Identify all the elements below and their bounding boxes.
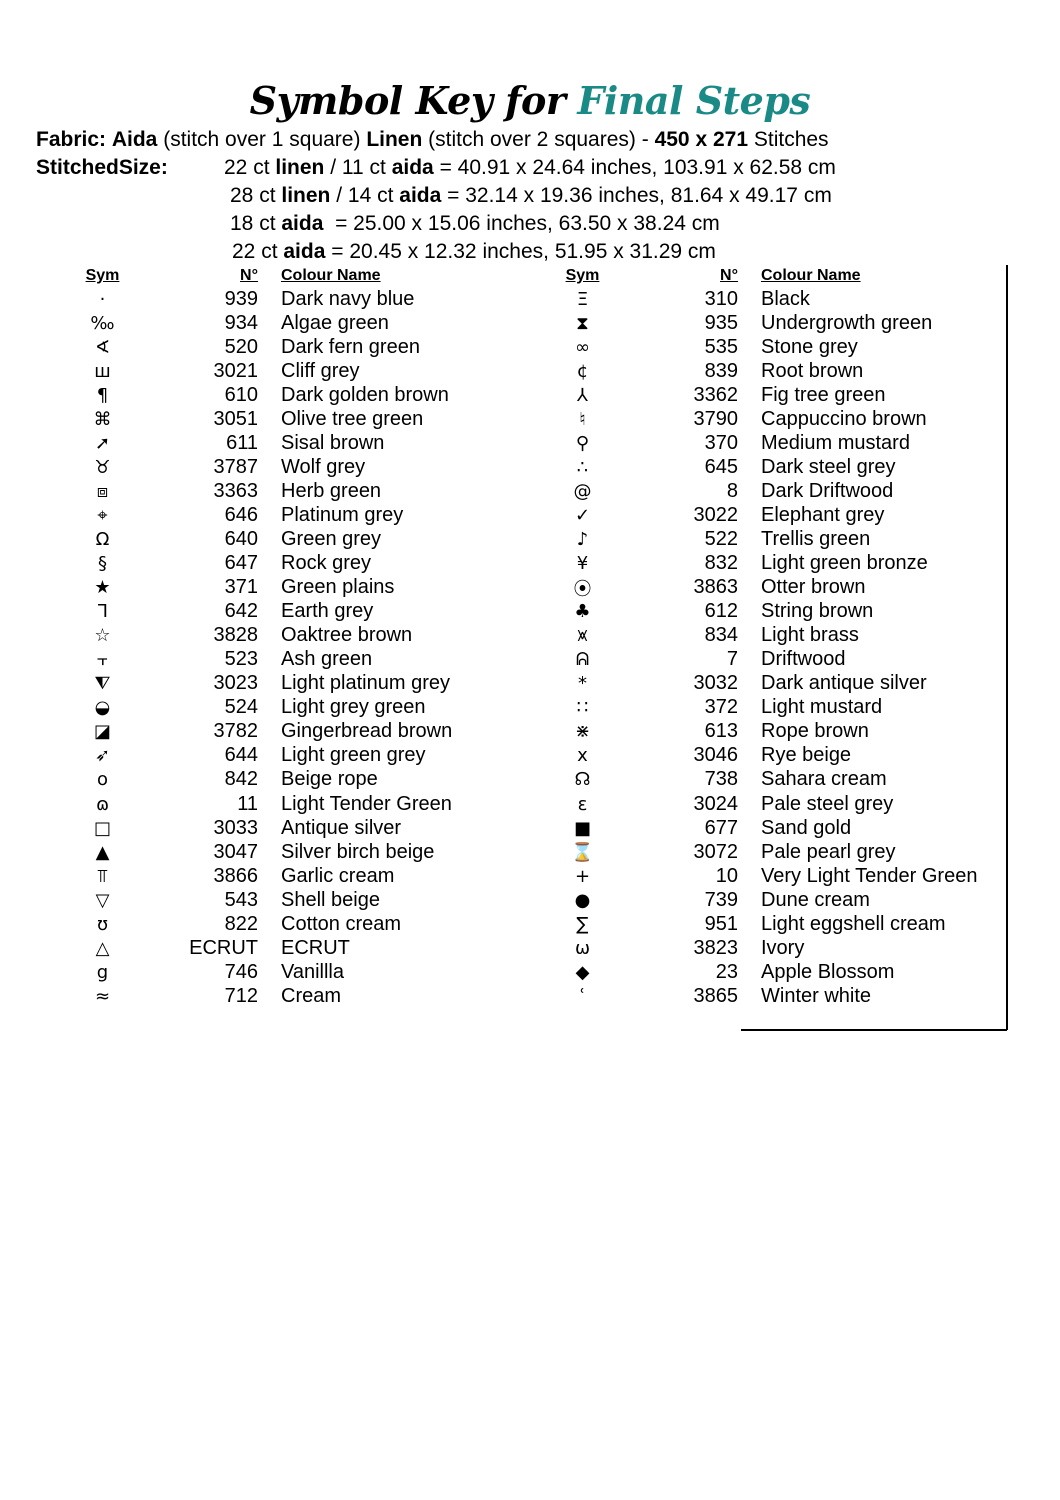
key-row [40,696,452,720]
symbol: ⫟ [97,649,108,671]
colour-name: Green plains [281,576,395,599]
symbol: ▲ [95,841,110,863]
dmc-number: 3787 [213,455,258,478]
key-row [40,768,452,792]
dmc-number: 535 [704,335,738,358]
key-row [40,359,452,383]
colour-name: Medium mustard [761,431,910,454]
title-prefix: Symbol Key for [249,78,566,123]
symbol: ⋇ [574,721,591,743]
colour-name: Pale steel grey [761,792,894,815]
key-row [520,431,977,455]
colour-name: Otter brown [761,576,866,599]
symbol: △ [95,937,110,959]
dmc-number: 370 [704,431,738,454]
symbol: + [574,865,591,887]
colour-name: Light Tender Green [281,792,452,815]
key-row [40,479,452,503]
key-row [520,311,977,335]
key-row [520,864,977,888]
symbol: ‰ [90,312,115,334]
dmc-number: 3362 [693,383,738,406]
colour-name: Silver birch beige [281,840,435,863]
key-row [40,936,452,960]
key-row [40,912,452,936]
dmc-number: 642 [224,600,258,623]
colour-name: Green grey [281,527,382,550]
key-row [40,672,452,696]
colour-name: Winter white [761,984,872,1007]
colour-name: Rye beige [761,744,852,767]
key-row [520,335,977,359]
colour-name: Cream [281,984,342,1007]
colour-name: Herb green [281,479,382,502]
size-fabric: linen [281,184,331,207]
colour-name: Wolf grey [281,455,366,478]
size-text: 28 ct [230,184,282,207]
symbol: ♉ [94,456,111,478]
dmc-number: 23 [715,960,738,983]
size-line-2 [36,182,836,210]
dmc-number: 3051 [213,407,258,430]
colour-name: Light green grey [281,744,426,767]
dmc-number: 3032 [693,672,738,695]
key-header [520,265,977,287]
dmc-number: 822 [224,912,258,935]
key-row [520,287,977,311]
dmc-number: 832 [704,552,738,575]
dmc-number: 7 [726,648,738,671]
dmc-number: 677 [704,816,738,839]
title-pattern-name: Final Steps [577,78,811,123]
key-row [520,600,977,624]
colour-name: Dark Driftwood [761,479,894,502]
dmc-number: 738 [704,768,738,791]
header-colour-name: Colour Name [761,267,861,284]
fabric-info [36,126,836,266]
size-dimensions: = 32.14 x 19.36 inches, 81.64 x 49.17 cm [441,184,832,207]
dmc-number: 934 [224,311,258,334]
size-fabric: aida [283,240,326,263]
key-row [520,792,977,816]
header-num: N° [240,267,258,284]
dmc-number: 612 [704,600,738,623]
colour-name: Garlic cream [281,864,395,887]
dmc-number: 3021 [213,359,258,382]
symbol: ∑ [576,913,589,935]
symbol: ɛ [577,793,588,815]
key-row [40,576,452,600]
size-text: 22 ct [224,156,276,179]
colour-name: Dark navy blue [281,287,415,310]
symbol: ¥ [576,553,589,575]
header-sym: Sym [85,267,120,284]
dmc-number: 935 [704,311,738,334]
key-row [40,455,452,479]
key-row [520,744,977,768]
colour-name: Sahara cream [761,768,887,791]
symbol: ᒣ [97,601,108,623]
symbol: ɷ [95,793,110,815]
symbol: ⌛ [571,841,594,863]
symbol: ⚲ [575,432,590,454]
dmc-number: 839 [704,359,738,382]
dmc-number: 645 [704,455,738,478]
dmc-number: 522 [704,527,738,550]
symbol: ¶ [96,384,109,406]
key-row [520,552,977,576]
symbol: ● [574,889,591,911]
symbol: ᕱ [575,649,590,671]
key-row [40,864,452,888]
dmc-number: 11 [237,792,258,815]
size-dimensions: = 25.00 x 15.06 inches, 63.50 x 38.24 cm [323,212,720,235]
symbol: · [99,288,106,310]
dmc-number: 842 [224,768,258,791]
size-dimensions: = 20.45 x 12.32 inches, 51.95 x 31.29 cm [325,240,716,263]
key-row [40,840,452,864]
fabric-linen: Linen [366,128,423,151]
key-row [40,503,452,527]
key-row [520,888,977,912]
header-num: N° [720,267,738,284]
dmc-number: 524 [224,696,258,719]
colour-name: Platinum grey [281,503,404,526]
dmc-number: 640 [224,527,258,550]
dmc-number: 3022 [693,503,738,526]
header-colour-name: Colour Name [281,267,381,284]
dmc-number: 3072 [693,840,738,863]
dmc-number: 3828 [213,624,258,647]
dmc-number: 3823 [693,936,738,959]
colour-name: Beige rope [281,768,378,791]
size-fabric: linen [275,156,325,179]
fabric-label: Fabric: [36,128,107,151]
dmc-number: ECRUT [189,936,258,959]
dmc-number: 3782 [213,720,258,743]
dmc-number: 3863 [693,576,738,599]
key-row [40,287,452,311]
key-row [520,816,977,840]
symbol: ⅄ [577,384,588,406]
size-line-1 [36,154,836,182]
symbol: ∷ [576,697,589,719]
symbol: ⦿ [573,578,592,600]
dmc-number: 371 [224,576,258,599]
symbol: ☆ [94,625,111,647]
colour-name: Light green bronze [761,552,928,575]
symbol: ➶ [94,745,111,767]
key-row [520,912,977,936]
dmc-number: 3790 [693,407,738,430]
size-label: StitchedSize: [36,156,168,179]
symbol: ★ [94,577,111,599]
size-fabric: aida [281,212,324,235]
header-sym: Sym [565,267,600,284]
symbol: ⩙ [577,625,588,647]
dmc-number: 610 [224,383,258,406]
symbol: ʊ [96,913,109,935]
fabric-aida-note: (stitch over 1 square) [163,128,361,151]
size-text: 22 ct [232,240,284,263]
key-row [40,600,452,624]
colour-name: Dark antique silver [761,672,927,695]
colour-name: Dark steel grey [761,455,896,478]
symbol: ◒ [94,697,111,719]
dmc-number: 372 [704,696,738,719]
symbol: ʿ [579,985,586,1007]
fabric-line [36,126,836,154]
colour-name: Rope brown [761,720,869,743]
colour-name: Root brown [761,359,864,382]
key-row [520,960,977,984]
key-row [520,840,977,864]
colour-name: Cappuccino brown [761,407,927,430]
symbol: ⫪ [97,865,108,887]
colour-name: Olive tree green [281,407,424,430]
symbol: Ξ [576,288,589,310]
key-row [520,936,977,960]
symbol: § [98,553,107,575]
symbol: ♮ [579,408,586,430]
dmc-number: 8 [726,479,738,502]
key-rows-left [40,287,452,1008]
symbol: ◆ [575,961,590,983]
key-row [520,503,977,527]
colour-name: Black [761,287,810,310]
key-row [40,624,452,648]
colour-name: Rock grey [281,552,372,575]
key-row [40,960,452,984]
key-row [520,648,977,672]
symbol: x [577,745,588,767]
dmc-number: 3047 [213,840,258,863]
colour-name: Undergrowth green [761,311,933,334]
dmc-number: 3033 [213,816,258,839]
colour-name: Light platinum grey [281,672,450,695]
symbol: * [578,673,587,695]
size-text: / 14 ct [330,184,400,207]
size-text: 18 ct [230,212,282,235]
key-row [520,672,977,696]
colour-name: Cotton cream [281,912,402,935]
colour-name: Dark fern green [281,335,420,358]
key-row [40,431,452,455]
colour-name: Light eggshell cream [761,912,946,935]
dmc-number: 543 [224,888,258,911]
symbol: ▽ [95,889,110,911]
symbol: ∞ [575,336,590,358]
colour-name: Shell beige [281,888,380,911]
key-row [40,552,452,576]
colour-name: Apple Blossom [761,960,895,983]
key-row [520,407,977,431]
size-dimensions: = 40.91 x 24.64 inches, 103.91 x 62.58 cm [433,156,836,179]
dmc-number: 647 [224,552,258,575]
colour-name: String brown [761,600,874,623]
dmc-number: 613 [704,720,738,743]
dmc-number: 3046 [693,744,738,767]
key-row [520,624,977,648]
dmc-number: 746 [224,960,258,983]
dmc-number: 834 [704,624,738,647]
dmc-number: 523 [224,648,258,671]
key-row [40,407,452,431]
key-row [40,720,452,744]
key-row [520,479,977,503]
dmc-number: 951 [704,912,738,935]
colour-name: Light grey green [281,696,426,719]
dmc-number: 611 [226,431,258,454]
colour-name: Antique silver [281,816,402,839]
key-row [520,984,977,1008]
colour-name: Oaktree brown [281,624,413,647]
key-row [40,383,452,407]
symbol: ⧈ [96,480,109,502]
size-fabric: aida [399,184,442,207]
key-header [40,265,452,287]
dmc-number: 646 [224,503,258,526]
key-row [520,383,977,407]
colour-name: ECRUT [281,936,350,959]
stitch-suffix: Stitches [753,128,829,151]
stitch-count: 450 x 271 [654,128,749,151]
key-row [520,768,977,792]
symbol: ◪ [93,721,111,743]
symbol: □ [93,817,111,839]
colour-name: Dark golden brown [281,383,449,406]
symbol: ω [574,937,591,959]
colour-name: Light mustard [761,696,883,719]
colour-name: Stone grey [761,335,858,358]
symbol: ✓ [574,504,591,526]
dmc-number: 712 [224,984,258,1007]
dmc-number: 939 [224,287,258,310]
key-row [520,359,977,383]
symbol: ♣ [574,601,591,623]
key-row [40,744,452,768]
dmc-number: 644 [224,744,258,767]
symbol: Ω [95,528,110,550]
dmc-number: 520 [224,335,258,358]
symbol-key-right [520,265,977,1008]
key-row [40,888,452,912]
table-border-right [1006,265,1008,1030]
colour-name: Trellis green [761,527,871,550]
dmc-number: 739 [704,888,738,911]
colour-name: Sisal brown [281,431,385,454]
size-line-3 [36,210,836,238]
dmc-number: 3024 [693,792,738,815]
dmc-number: 3866 [213,864,258,887]
colour-name: Ash green [281,648,373,671]
dmc-number: 3023 [213,672,258,695]
symbol: ☊ [574,769,591,791]
dmc-number: 3865 [693,984,738,1007]
key-row [520,455,977,479]
key-row [40,792,452,816]
dmc-number: 3363 [213,479,258,502]
colour-name: Earth grey [281,600,374,623]
key-row [40,311,452,335]
symbol: ш [94,360,111,382]
symbol: ∢ [94,336,111,358]
colour-name: Very Light Tender Green [761,864,978,887]
key-rows-right [520,287,977,1008]
colour-name: Vanillla [281,960,344,983]
fabric-linen-note: (stitch over 2 squares) - [428,128,649,151]
size-line-4 [36,238,836,266]
dmc-number: 310 [704,287,738,310]
colour-name: Dune cream [761,888,870,911]
colour-name: Ivory [761,936,805,959]
key-row [40,816,452,840]
colour-name: Elephant grey [761,503,885,526]
symbol: ♪ [576,528,589,550]
symbol: ¢ [576,360,589,382]
size-fabric: aida [391,156,434,179]
dmc-number: 10 [715,864,738,887]
key-row [40,648,452,672]
symbol: @ [573,480,592,502]
colour-name: Pale pearl grey [761,840,896,863]
symbol: g [96,961,109,983]
symbol: ⌘ [93,408,112,430]
symbol: ∴ [576,456,589,478]
table-border-bottom [741,1029,1007,1031]
colour-name: Driftwood [761,648,846,671]
symbol: ⧨ [94,673,111,695]
key-row [40,527,452,551]
size-text: / 11 ct [324,156,392,179]
colour-name: Light brass [761,624,859,647]
colour-name: Sand gold [761,816,852,839]
colour-name: Gingerbread brown [281,720,453,743]
symbol: ⧗ [576,312,589,334]
key-row [40,335,452,359]
symbol-key-left [40,265,452,1008]
key-row [520,576,977,600]
symbol: ➚ [94,432,111,454]
key-row [40,984,452,1008]
page-title [0,78,1060,123]
key-row [520,720,977,744]
symbol: ■ [573,817,591,839]
symbol: ≈ [94,985,111,1007]
key-row [520,696,977,720]
symbol: o [96,769,108,791]
symbol: ⌖ [97,504,108,526]
colour-name: Fig tree green [761,383,886,406]
colour-name: Algae green [281,311,389,334]
fabric-aida: Aida [111,128,158,151]
key-row [520,527,977,551]
colour-name: Cliff grey [281,359,360,382]
